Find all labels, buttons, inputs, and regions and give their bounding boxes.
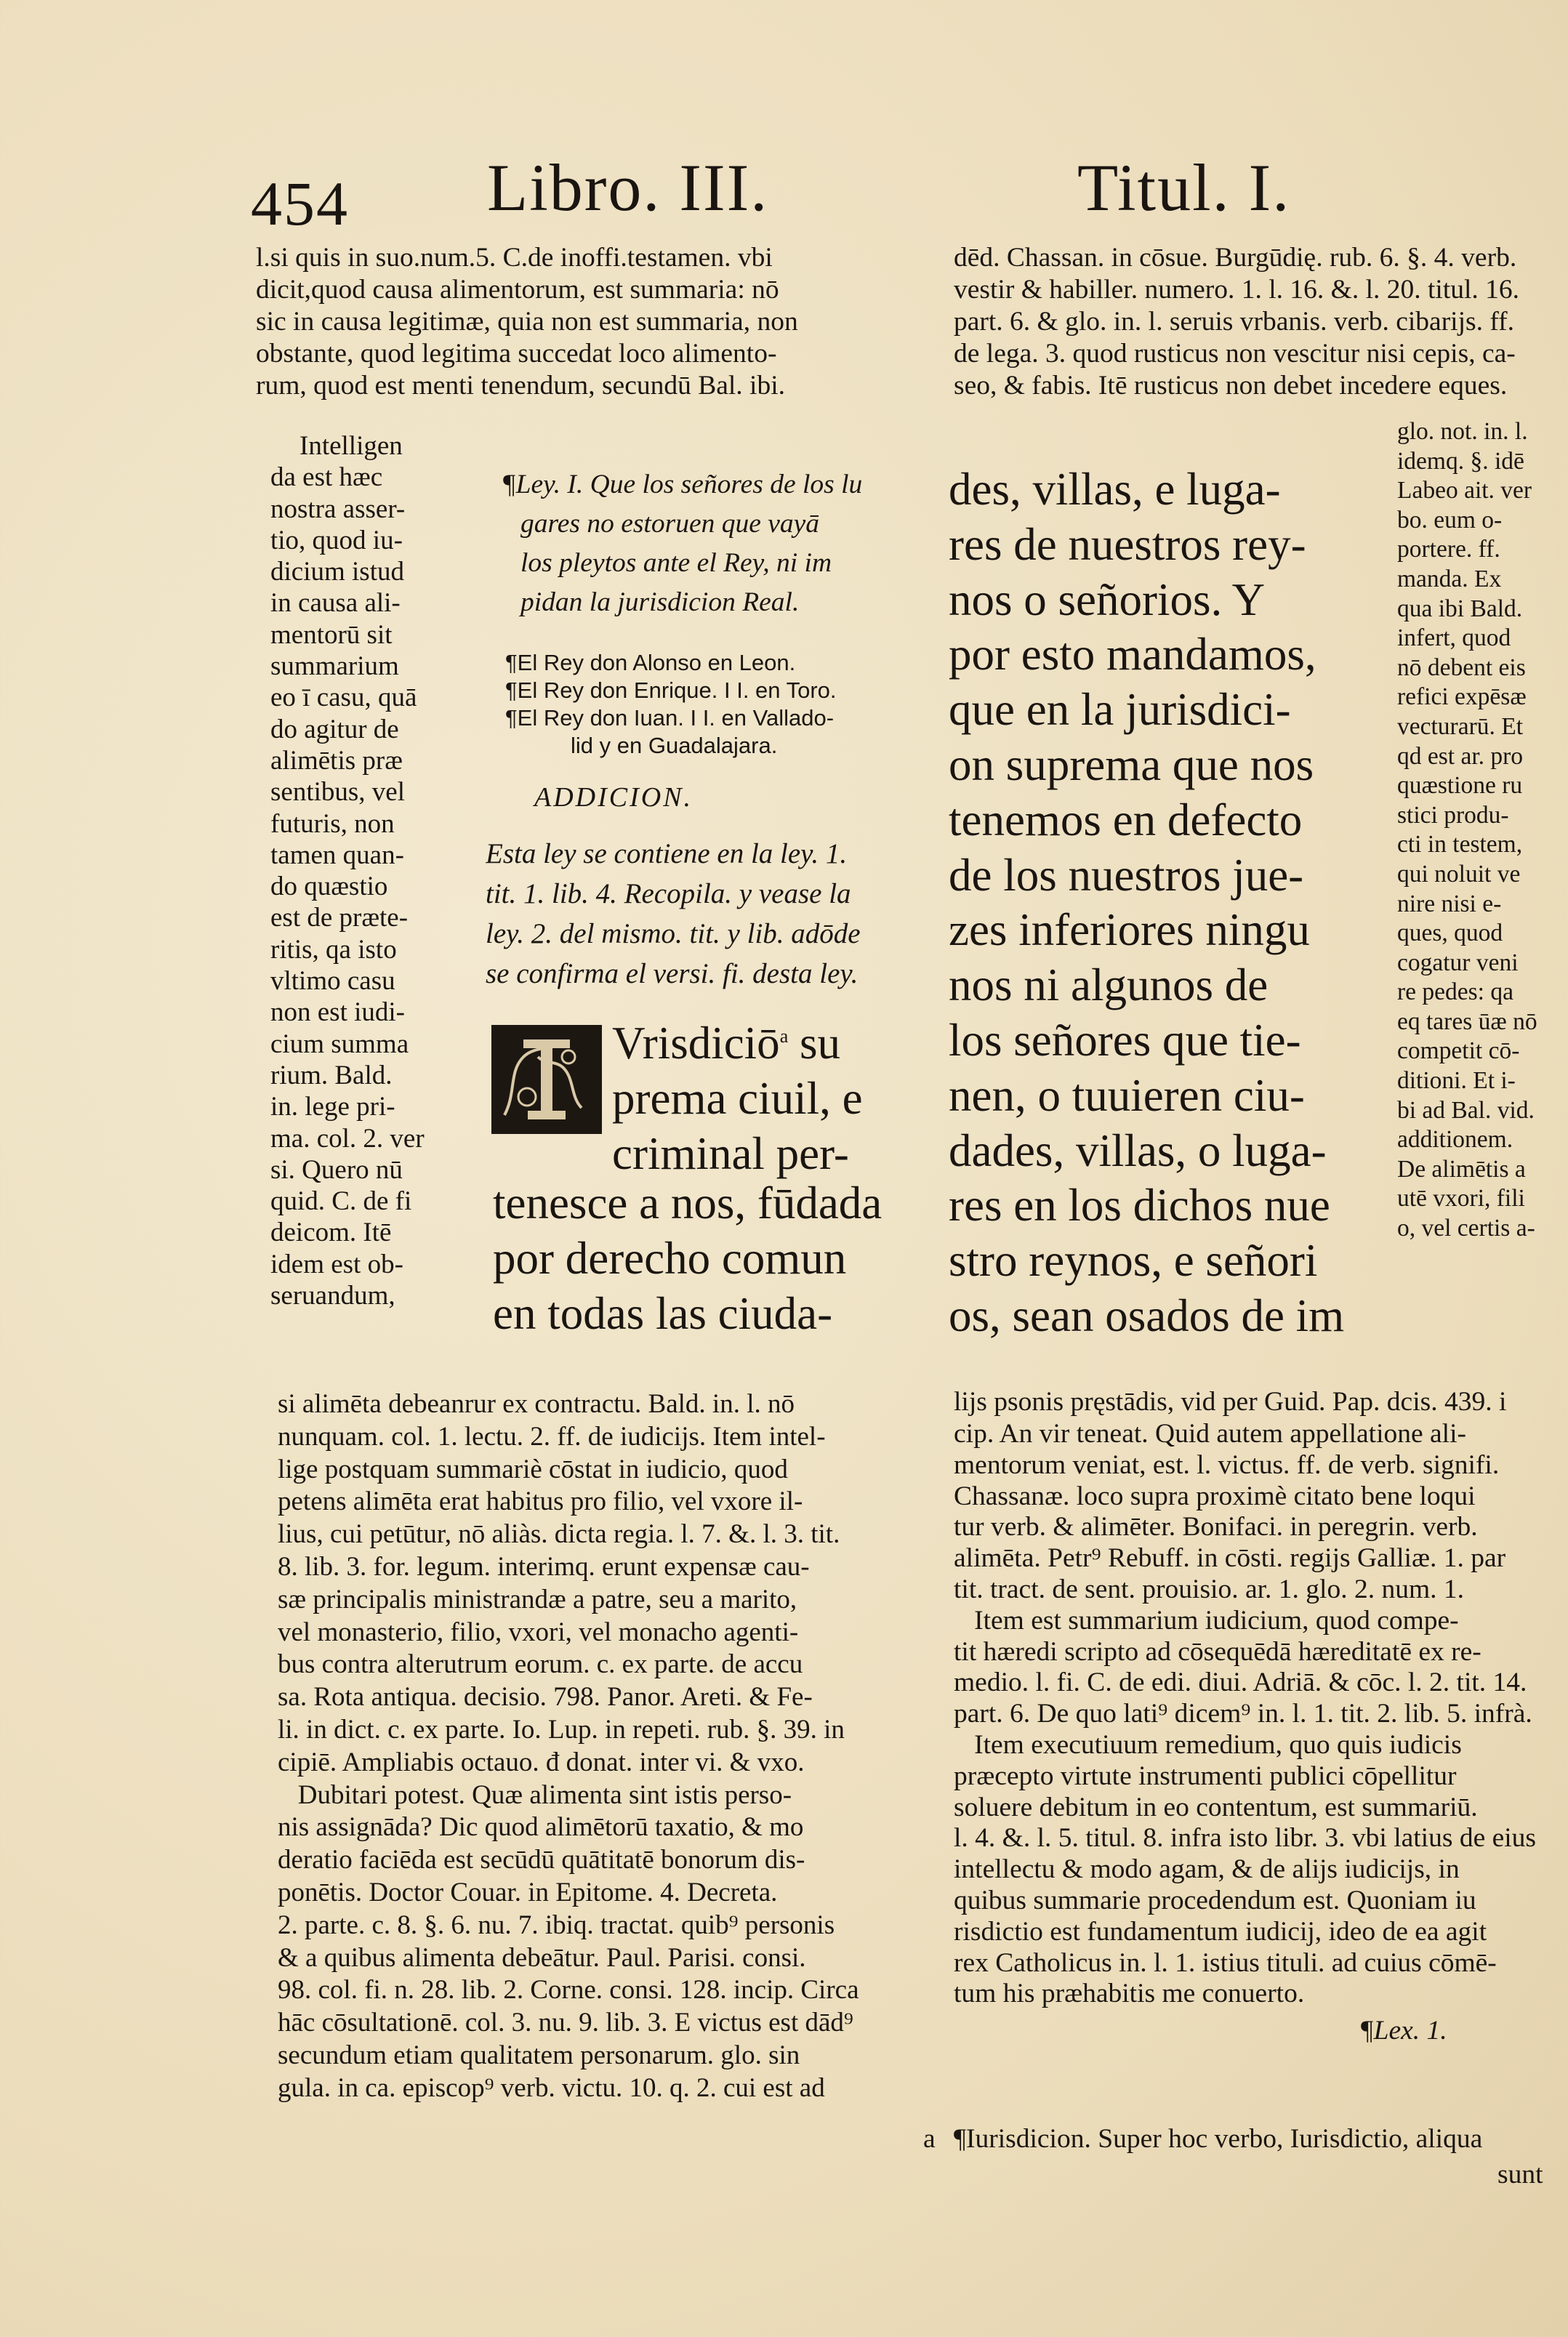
margin-line: deicom. Itē [270,1218,392,1248]
gloss-line: gula. in ca. episcop⁹ verb. victu. 10. q. 2. cui est ad [278,2072,825,2103]
law-text-line: zes inferiores ningu [949,904,1310,956]
page-number: 454 [251,169,349,238]
gloss-line: quibus summarie procedendum est. Quoniam iu [954,1885,1476,1915]
margin-line: nō debent eis [1397,653,1526,681]
margin-line: alimētis præ [270,745,403,776]
margin-line: cium summa [270,1029,409,1059]
margin-line: summarium [270,651,399,682]
law-text-line: criminal per- [612,1127,849,1179]
margin-line: eo ī casu, quā [270,683,417,713]
margin-line: vltimo casu [270,966,395,997]
margin-line: utē vxori, fili [1397,1185,1525,1212]
lex-marker: ¶Lex. 1. [1359,2016,1447,2046]
running-book-title: Libro. III. [487,150,769,225]
margin-line: tamen quan- [270,840,404,870]
law-text-first [612,1009,925,1181]
margin-line: da est hæc [270,462,383,493]
gloss-line: 2. parte. c. 8. §. 6. nu. 7. ibiq. tractat. quib⁹ personis [278,1910,835,1940]
margin-line: competit cō- [1397,1037,1520,1065]
margin-line: re pedes: qa [1397,978,1513,1006]
gloss-line: Item est summarium iudicium, quod compe- [954,1605,1459,1636]
source-line: ¶El Rey don Iuan. I I. en Vallado- [505,705,835,731]
margin-line: mentorū sit [270,619,393,650]
gloss-line: lige postquam summariè cōstat in iudicio, quod [278,1454,788,1484]
gloss-line: Dubitari potest. Quæ alimenta sint istis perso- [278,1779,792,1810]
source-line: ¶El Rey don Alonso en Leon. [505,650,796,675]
gloss-line: l. 4. &. l. 5. titul. 8. infra isto libr. 3. vbi latius de eius [954,1823,1536,1854]
margin-line: do agitur de [270,714,399,744]
margin-line: infert, quod [1397,624,1511,652]
ornament-icon [494,1028,599,1131]
gloss-line: risdictio est fundamentum iudicij, ideo de ea agit [954,1916,1487,1947]
law-heading-line: los pleytos ante el Rey, ni im [520,548,832,578]
law-text-line: de los nuestros jue- [949,849,1304,901]
bottom-right-gloss [954,1419,1568,2010]
margin-line: sentibus, vel [270,777,405,808]
gloss-line: part. 6. & glo. in. l. seruis vrbanis. verb. cibarijs. ff. [954,307,1515,337]
addicion-line: ley. 2. del mismo. tit. y lib. adōde [486,918,861,949]
law-text-line: des, villas, e luga- [949,464,1281,515]
gloss-line: rex Catholicus in. l. 1. istius tituli. ad cuius cōmē- [954,1947,1497,1978]
law-heading-line: pidan la jurisdicion Real. [520,587,800,617]
gloss-line: alimēta. Petr⁹ Rebuff. in cōsti. regijs Galliæ. 1. par [954,1543,1506,1574]
law-text-line: Vrisdiciō$^a$ su [612,1018,841,1069]
law-text-line: que en la jurisdici- [949,684,1291,736]
law-text-line: dades, villas, o luga- [949,1125,1327,1176]
gloss-line: de lega. 3. quod rusticus non vescitur nisi cepis, ca- [954,339,1516,369]
gloss-line: si alimēta debeanrur ex contractu. Bald. in. l. nō [278,1389,795,1419]
margin-line: ma. col. 2. ver [270,1123,425,1154]
margin-line: in. lege pri- [270,1092,395,1122]
margin-line: idemq. §. idē [1397,447,1524,475]
gloss-line: ponētis. Doctor Couar. in Epitome. 4. Decreta. [278,1877,778,1907]
law-text-line: nos o señorios. Y [949,574,1266,625]
addicion-line: tit. 1. lib. 4. Recopila. y vease la [486,878,851,909]
gloss-line: 8. lib. 3. for. legum. interimq. erunt expensæ cau- [278,1551,810,1582]
addicion-line: se confirma el versi. fi. desta ley. [486,958,859,989]
gloss-line: Chassanæ. loco supra proximè citato bene loqui [954,1481,1476,1511]
margin-line: cti in testem, [1397,831,1523,858]
gloss-line: dicit,quod causa alimentorum, est summaria: nō [256,275,779,305]
margin-line: stici produ- [1397,801,1509,829]
gloss-line: intellectu & modo agam, & de alijs iudicijs, in [954,1854,1460,1885]
margin-line: eq tares ūæ nō [1397,1007,1537,1035]
gloss-line: lius, cui petūtur, nō aliàs. dicta regia. l. 7. &. l. 3. tit. [278,1519,840,1550]
margin-line: cogatur veni [1397,949,1519,976]
gloss-line: & a quibus alimenta debeātur. Paul. Parisi. consi. [278,1942,806,1973]
gloss-line: cipiē. Ampliabis octauo. đ donat. inter vi. & vxo. [278,1747,805,1777]
margin-line: nostra asser- [270,494,406,524]
note-a-text: ¶Iurisdicion. Super hoc verbo, Iurisdictio, aliqua [954,2124,1483,2154]
margin-line: dicium istud [270,557,404,587]
margin-line: si. Quero nū [270,1154,403,1185]
top-left-gloss [256,242,896,402]
note-a-marker: a [923,2124,936,2154]
gloss-line: tur verb. & alimēter. Bonifaci. in peregrin. verb. [954,1512,1478,1542]
gloss-line: hāc cōsultationē. col. 3. nu. 9. lib. 3. E victus est dād⁹ [278,2008,853,2038]
margin-line: Intelligen [299,431,403,461]
law-text-line: nos ni algunos de [949,960,1269,1011]
law-text-line: on suprema que nos [949,739,1314,790]
gloss-line: mentorum veniat, est. l. victus. ff. de verb. signifi. [954,1449,1500,1480]
gloss-line: cip. An vir teneat. Quid autem appellatione ali- [954,1419,1466,1449]
gloss-line: obstante, quod legitima succedat loco alimento- [256,339,777,369]
margin-line: glo. not. in. l. [1397,418,1528,445]
gloss-line: bus contra alterutrum eorum. c. ex parte. de accu [278,1649,803,1680]
margin-line: vecturarū. Et [1397,712,1523,740]
gloss-line: tit hæredi scripto ad cōsequēdā hæreditatē ex re- [954,1636,1481,1667]
law-text-line: os, sean osados de im [949,1290,1345,1341]
margin-line: qua ibi Bald. [1397,595,1523,622]
gloss-line: part. 6. De quo lati⁹ dicem⁹ in. l. 1. tit. 2. lib. 5. infrà. [954,1699,1532,1729]
margin-line: seruandum, [270,1281,395,1311]
law-heading-line: ¶Ley. I. Que los señores de los lu [502,470,863,499]
catchword: sunt [1497,2160,1543,2189]
gloss-line: dēd. Chassan. in cōsue. Burgūdię. rub. 6. §. 4. verb. [954,243,1517,273]
margin-line: refici expēsæ [1397,683,1527,711]
margin-line: quid. C. de fi [270,1186,412,1217]
margin-line: qui noluit ve [1397,860,1521,888]
law-text-line: por derecho comun [493,1232,847,1284]
gloss-line: li. in dict. c. ex parte. Io. Lup. in repeti. rub. §. 39. in [278,1714,845,1745]
gloss-line: tum his præhabitis me conuerto. [954,1979,1305,2009]
addicion-text [486,834,914,994]
margin-line: ditioni. Et i- [1397,1067,1516,1095]
margin-line: rium. Bald. [270,1060,393,1090]
addicion-title: ADDICION. [534,782,693,813]
gloss-line: sa. Rota antiqua. decisio. 798. Panor. Areti. & Fe- [278,1682,813,1713]
gloss-line: vel monasterio, filio, vxori, vel monacho agenti- [278,1617,799,1647]
margin-line: qd est ar. pro [1397,742,1524,770]
gloss-line: medio. l. fi. C. de edi. diui. Adriā. & cōc. l. 2. tit. 14. [954,1668,1527,1698]
gloss-line: l.si quis in suo.num.5. C.de inoffi.testamen. vbi [256,243,773,273]
margin-line: bi ad Bal. vid. [1397,1096,1535,1124]
law-text-line: en todas las ciuda- [493,1287,833,1339]
decorated-initial [491,1025,602,1134]
source-line: ¶El Rey don Enrique. I I. en Toro. [505,677,837,703]
law-text-right [949,462,1367,1344]
margin-line: ques, quod [1397,920,1503,947]
margin-line: ritis, qa isto [270,934,397,965]
bottom-right-gloss-first-line: lijs psonis pręstādis, vid per Guid. Pap. dcis. 439. i [954,1387,1507,1417]
gloss-line: nis assignāda? Dic quod alimētorū taxatio, & mo [278,1812,804,1843]
law-text-rest [493,1176,922,1341]
gloss-line: 98. col. fi. n. 28. lib. 2. Corne. consi. 128. incip. Circa [278,1975,859,2006]
margin-line: futuris, non [270,808,395,839]
margin-line: portere. ff. [1397,536,1500,563]
left-margin-gloss [270,430,467,1311]
gloss-line: deratio faciēda est secūdū quātitatē bonorum dis- [278,1845,805,1875]
law-text-line: por esto mandamos, [949,629,1316,680]
law-sources [505,649,912,760]
margin-line: bo. eum o- [1397,506,1503,534]
margin-line: non est iudi- [270,997,405,1028]
margin-line: Labeo ait. ver [1397,477,1532,504]
law-text-line: los señores que tie- [949,1014,1301,1066]
margin-line: additionem. [1397,1126,1513,1154]
margin-line: tio, quod iu- [270,525,403,555]
right-margin-gloss [1397,417,1564,1244]
law-text-line: prema ciuil, e [612,1072,863,1124]
addicion-line: Esta ley se contiene en la ley. 1. [486,838,848,869]
margin-line: idem est ob- [270,1249,403,1279]
margin-line: De alimētis a [1397,1155,1526,1183]
gloss-line: petens alimēta erat habitus pro filio, vel vxore il- [278,1487,803,1517]
gloss-line: seo, & fabis. Itē rusticus non debet incedere eques. [954,371,1508,401]
source-line: lid y en Guadalajara. [571,733,778,758]
law-text-line: res en los dichos nue [949,1180,1330,1231]
law-text-line: tenemos en defecto [949,794,1303,845]
margin-line: do quæstio [270,872,388,902]
note-marker: a [779,1026,789,1047]
law-text-line: tenesce a nos, fūdada [493,1178,882,1228]
margin-line: o, vel certis a- [1397,1215,1535,1242]
bottom-left-gloss [278,1388,917,2105]
gloss-line: secundum etiam qualitatem personarum. glo. sin [278,2040,800,2070]
gloss-line: tit. tract. de sent. prouisio. ar. 1. glo. 2. num. 1. [954,1574,1464,1604]
gloss-line: soluere debitum in eo contentum, est summariū. [954,1792,1478,1822]
law-text-line: nen, o tuuieren ciu- [949,1069,1305,1121]
gloss-line: vestir & habiller. numero. 1. l. 16. &. l. 20. titul. 16. [954,275,1520,305]
gloss-line: præcepto virtute instrumenti publici cōpellitur [954,1761,1457,1791]
margin-line: quæstione ru [1397,772,1523,800]
running-title: Titul. I. [1077,150,1291,225]
margin-line: in causa ali- [270,588,401,619]
margin-line: manda. Ex [1397,565,1502,592]
gloss-line: rum, quod est menti tenendum, secundū Bal. ibi. [256,371,786,401]
gloss-line: sic in causa legitimæ, quia non est summaria, non [256,307,798,337]
law-text-line: res de nuestros rey- [949,518,1306,570]
law-text-line: stro reynos, e señori [949,1235,1318,1287]
law-heading [502,465,909,622]
gloss-line: sæ principalis ministrandæ a patre, seu a marito, [278,1584,797,1614]
gloss-line: nunquam. col. 1. lectu. 2. ff. de iudicijs. Item intel- [278,1421,826,1452]
margin-line: est de præte- [270,903,409,933]
law-heading-line: gares no estoruen que vayā [520,509,820,539]
top-right-gloss [954,242,1568,402]
gloss-line: Item executiuum remedium, quo quis iudicis [954,1729,1462,1760]
margin-line: nire nisi e- [1397,890,1502,917]
